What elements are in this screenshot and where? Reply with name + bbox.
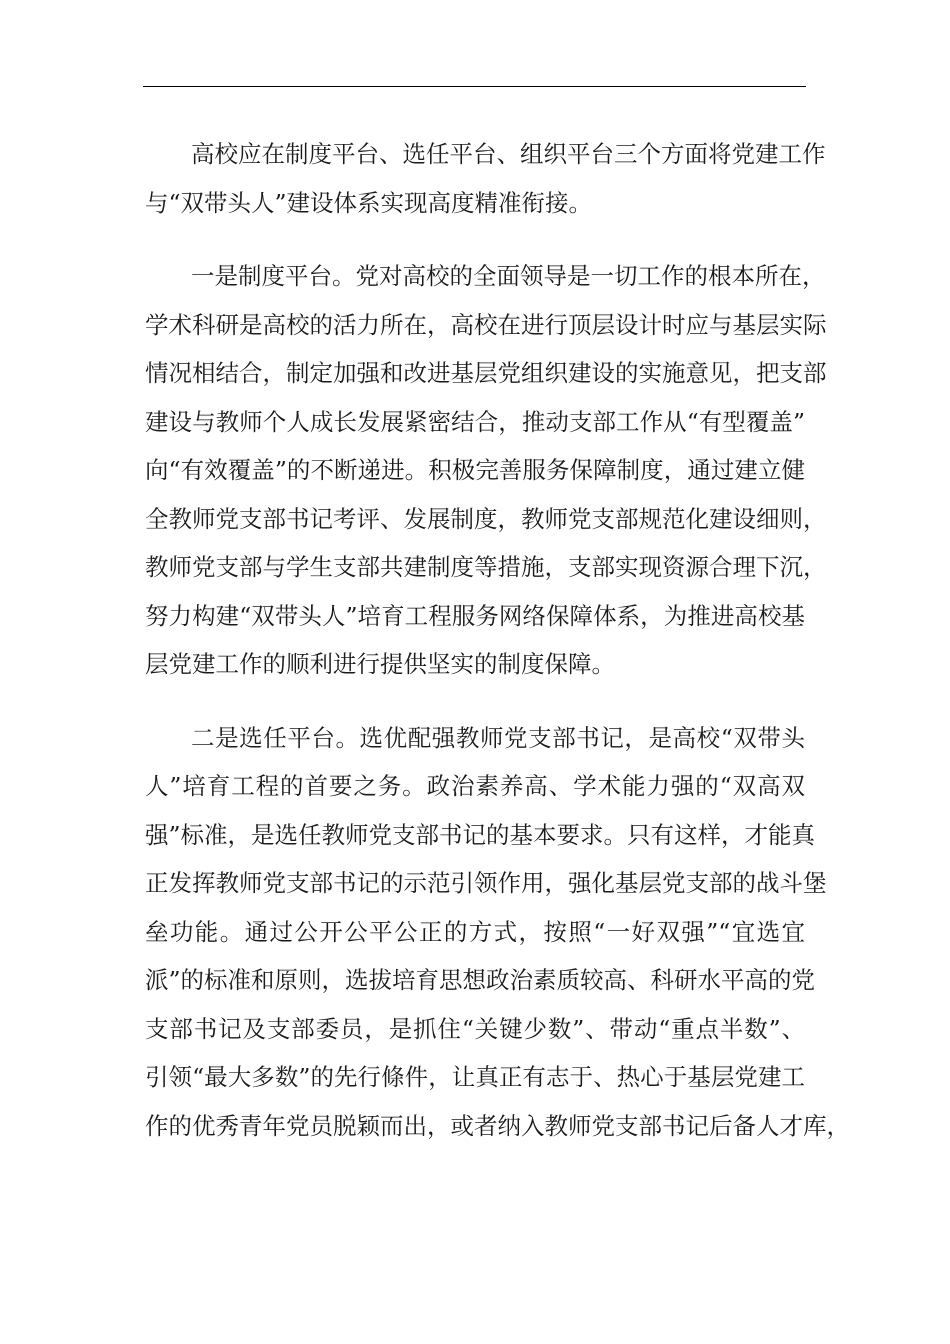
- text-line: 人”培育工程的首要之务。政治素养高、学术能力强的“双高双: [145, 772, 805, 800]
- text-line: 与“双带头人”建设体系实现高度精准衔接。: [145, 188, 593, 217]
- text-line: 教师党支部与学生支部共建制度等措施，支部实现资源合理下沉，: [145, 553, 827, 581]
- paragraph-selection-platform: [145, 714, 850, 1151]
- document-body: [145, 130, 850, 1150]
- text-line: 正发挥教师党支部书记的示范引领作用，强化基层党支部的战斗堡: [145, 869, 827, 897]
- text-line: 学术科研是高校的活力所在，高校在进行顶层设计时应与基层实际: [145, 310, 827, 339]
- text-line: 建设与教师个人成长发展紧密结合，推动支部工作从“有型覆盖”: [145, 407, 805, 436]
- text-line: 支部书记及支部委员，是抓住“关键少数”、带动“重点半数”、: [145, 1014, 805, 1043]
- text-line: 垒功能。通过公开公平公正的方式，按照“一好双强”“宜选宜: [145, 917, 805, 946]
- paragraph-system-platform: [145, 252, 827, 689]
- text-line: 派”的标准和原则，选拔培育思想政治素质较高、科研水平高的党: [145, 966, 816, 994]
- text-line: 高校应在制度平台、选任平台、组织平台三个方面将党建工作: [191, 140, 826, 168]
- text-line: 作的优秀青年党员脱颖而出，或者纳入教师党支部书记后备人才库，: [145, 1111, 850, 1140]
- text-line: 一是制度平台。党对高校的全面领导是一切工作的根本所在，: [191, 262, 826, 290]
- paragraph-intro: [145, 130, 826, 227]
- text-line: 层党建工作的顺利进行提供坚实的制度保障。: [145, 650, 615, 678]
- text-line: 向“有效覆盖”的不断递进。积极完善服务保障制度，通过建立健: [145, 456, 805, 484]
- text-line: 强”标准，是选任教师党支部书记的基本要求。只有这样，才能真: [145, 820, 816, 849]
- text-line: 全教师党支部书记考评、发展制度，教师党支部规范化建设细则，: [145, 504, 827, 533]
- text-line: 情况相结合，制定加强和改进基层党组织建设的实施意见，把支部: [145, 359, 827, 387]
- text-line: 努力构建“双带头人”培育工程服务网络保障体系，为推进高校基: [145, 601, 805, 630]
- text-line: 二是选任平台。选优配强教师党支部书记，是高校“双带头: [191, 723, 805, 752]
- text-line: 引领“最大多数”的先行條件，让真正有志于、热心于基层党建工: [145, 1063, 805, 1091]
- header-rule: [143, 86, 806, 87]
